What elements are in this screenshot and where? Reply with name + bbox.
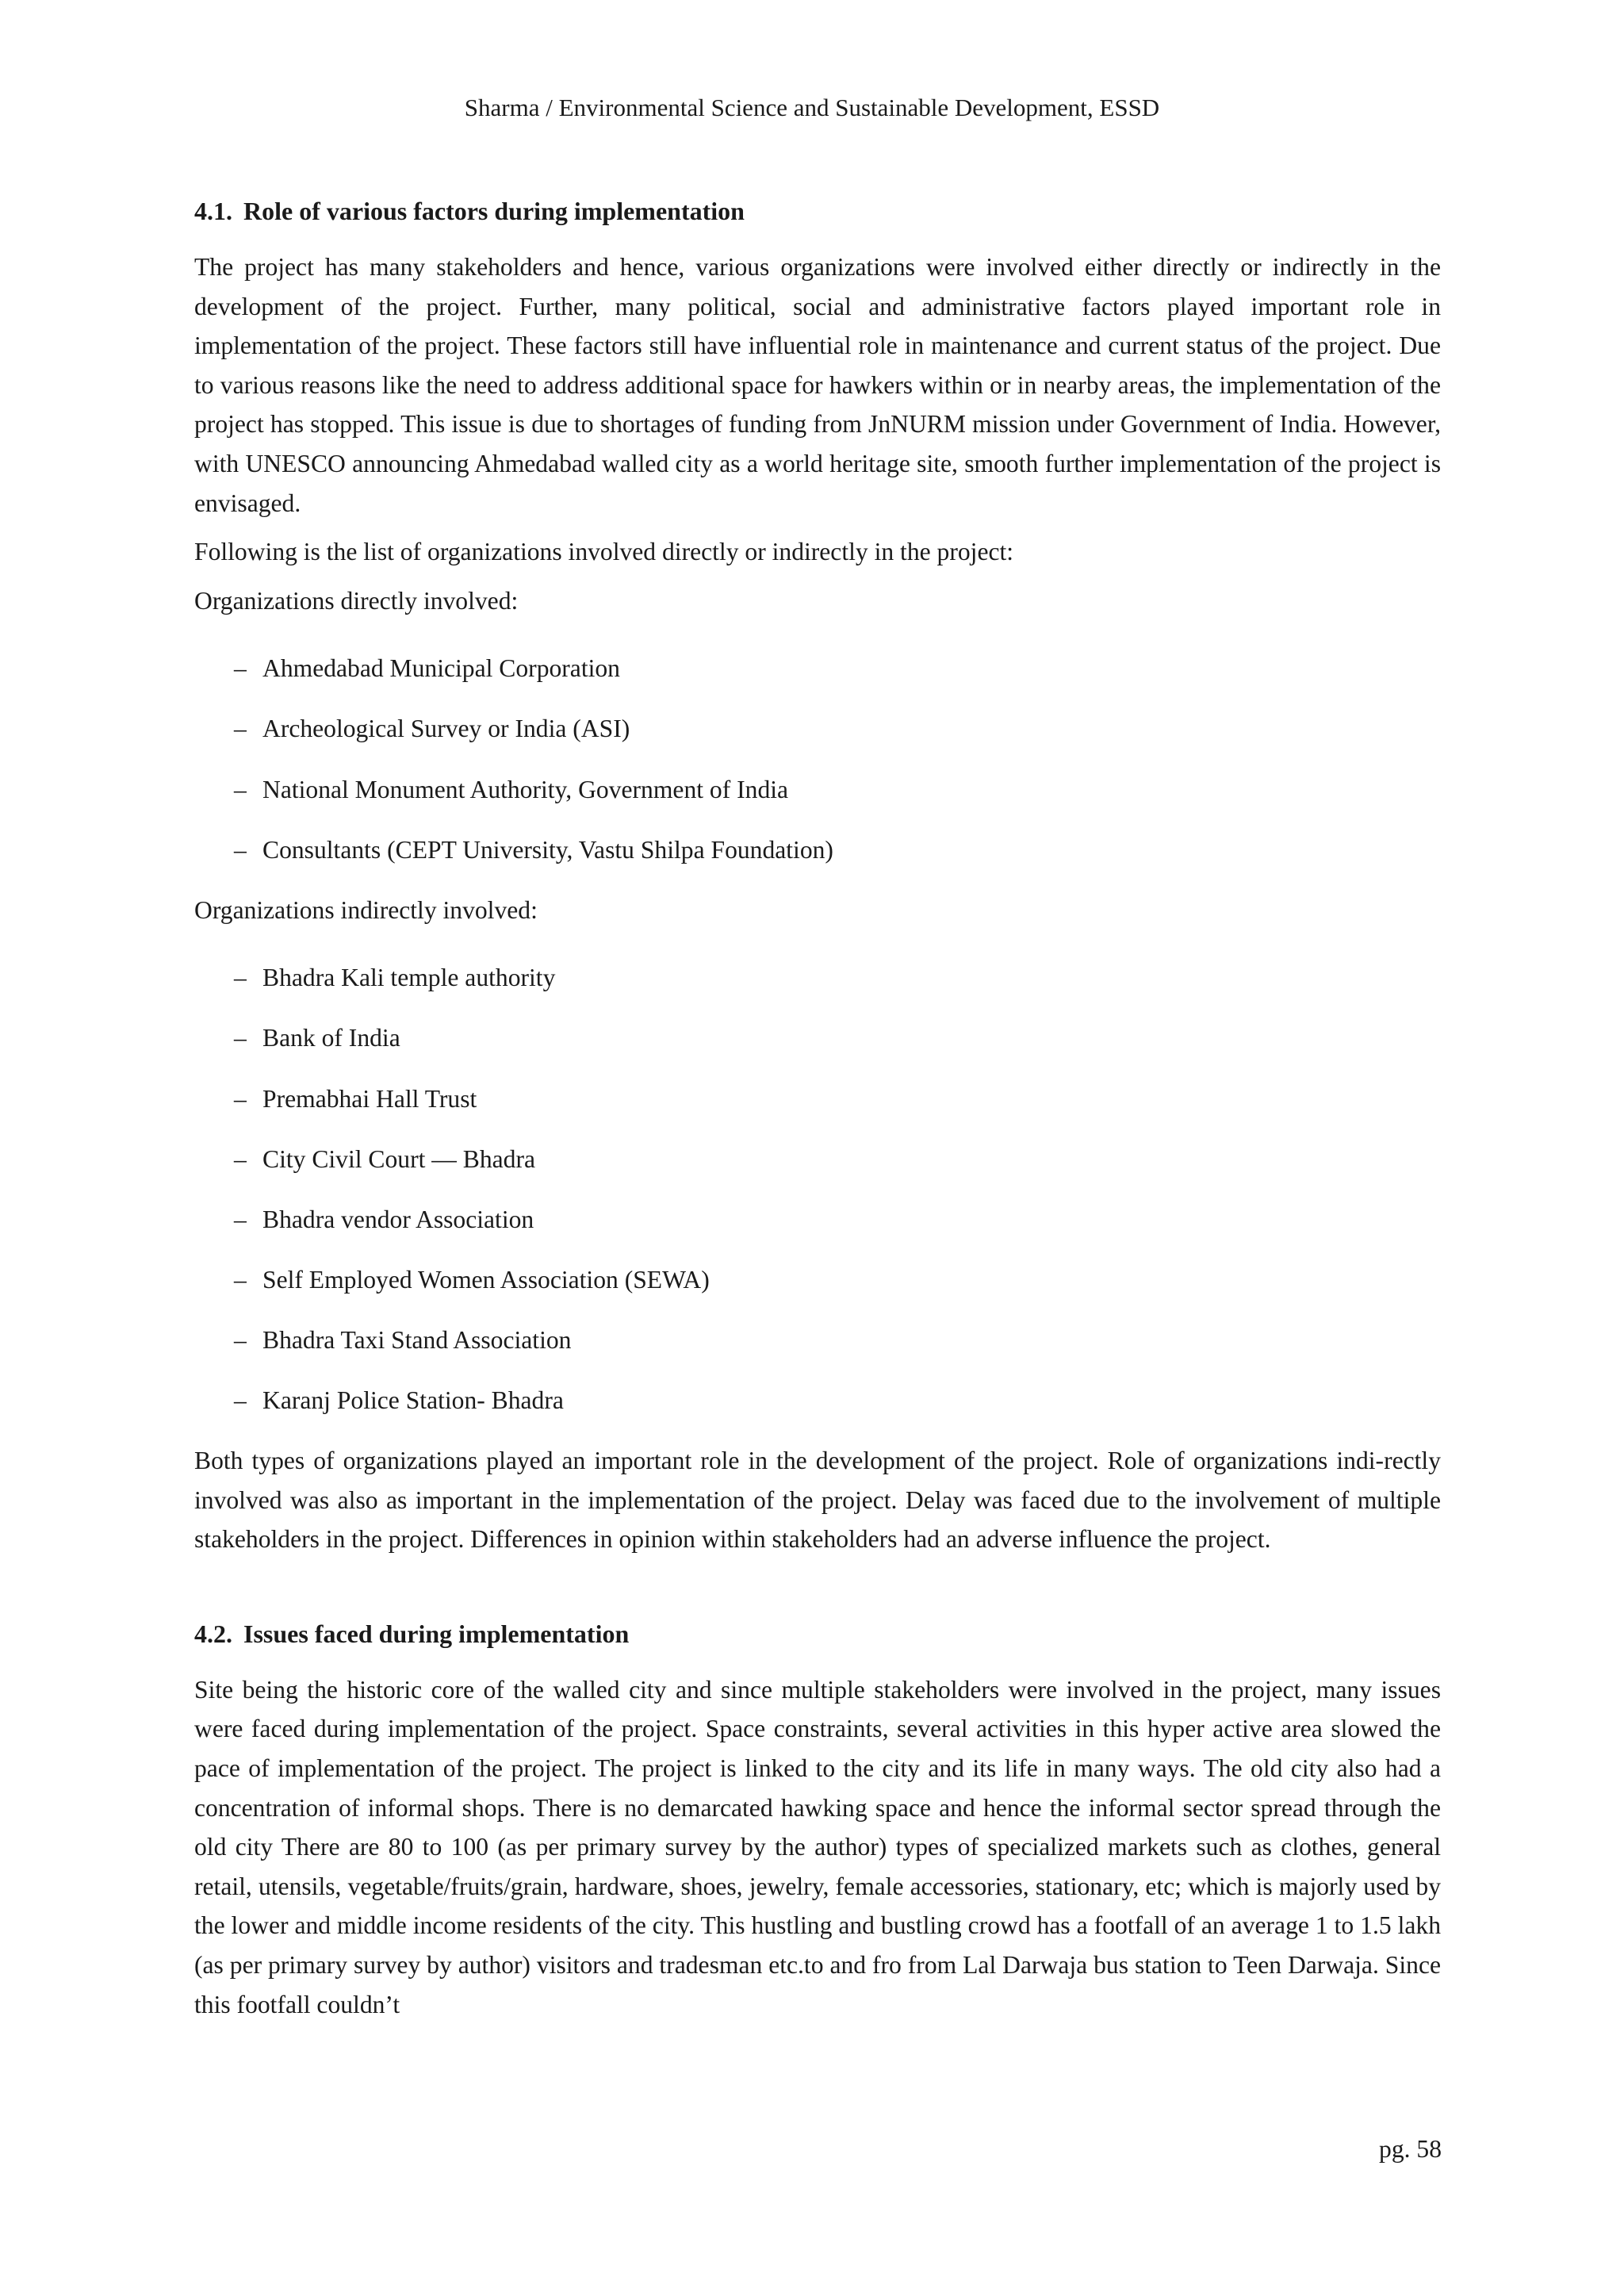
section-number: 4.1. (194, 197, 232, 225)
section-number: 4.2. (194, 1619, 232, 1648)
page-number: pg. 58 (1379, 2135, 1442, 2163)
dash-bullet: – (234, 1325, 247, 1354)
running-header: Sharma / Environmental Science and Sustainable Development, ESSD (464, 94, 1160, 121)
list-item: – Karanj Police Station- Bhadra (194, 1381, 1441, 1420)
list-item: – Bank of India (194, 1018, 1441, 1058)
dash-bullet: – (234, 1084, 247, 1113)
list-item: – Self Employed Women Association (SEWA) (194, 1260, 1441, 1300)
dash-bullet: – (234, 964, 247, 992)
dash-bullet: – (234, 1144, 247, 1173)
section-heading-4-2 (194, 1615, 1441, 1653)
page-content (194, 192, 1441, 2033)
dash-bullet: – (234, 775, 247, 803)
list-item: – Premabhai Hall Trust (194, 1079, 1441, 1119)
list-item: – Ahmedabad Municipal Corporation (194, 649, 1441, 688)
list-item: – Bhadra Taxi Stand Association (194, 1320, 1441, 1360)
dash-bullet: – (234, 1205, 247, 1233)
section-title: Role of various factors during implementation (243, 197, 745, 225)
list-intro: Following is the list of organizations involved directly or indirectly in the project: (194, 538, 1014, 566)
list-item: – Archeological Survey or India (ASI) (194, 709, 1441, 749)
list-item: – Consultants (CEPT University, Vastu Shilpa Foundation) (194, 830, 1441, 870)
list-item: – Bhadra Kali temple authority (194, 958, 1441, 998)
dash-bullet: – (234, 654, 247, 683)
indirect-organizations-list (194, 958, 1441, 1420)
section-title: Issues faced during implementation (243, 1619, 630, 1648)
section-heading-4-1 (194, 192, 1441, 230)
direct-label: Organizations directly involved: (194, 586, 519, 615)
list-item: – National Monument Authority, Government of India (194, 770, 1441, 810)
paragraph: Site being the historic core of the walled city and since multiple stakeholders were involved in the project, many issues were faced during implementation of the project. Space constraints, several activities in this hyper active area slowed the pace of implementation of the project. The project is linked to the city and its life in many ways. The old city also had a concentration of informal shops. There is no demarcated hawking space and hence the informal sector spread through the old city There are 80 to 100 (as per primary survey by the author) types of specialized markets such as clothes, general retail, utensils, vegetable/fruits/grain, hardware, shoes, jewelry, female accessories, stationary, etc; which is majorly used by the lower and middle income residents of the city. This hustling and bustling crowd has a footfall of an average 1 to 1.5 lakh (as per primary survey by author) visitors and tradesman etc.to and fro from Lal Darwaja bus station to Teen Darwaja. Since this footfall couldn’t (194, 1675, 1441, 2018)
direct-organizations-list (194, 649, 1441, 869)
indirect-label: Organizations indirectly involved: (194, 895, 538, 924)
dash-bullet: – (234, 1265, 247, 1294)
list-item: – City Civil Court — Bhadra (194, 1140, 1441, 1179)
paragraph: The project has many stakeholders and hence, various organizations were involved either directly or indirectly in the development of the project. Further, many political, social and administrative factors played important role in implementation of the project. These factors still have influential role in maintenance and current status of the project. Due to various reasons like the need to address additional space for hawkers within or in nearby areas, the implementation of the project has stopped. This issue is due to shortages of funding from JnNURM mission under Government of India. However, with UNESCO announcing Ahmedabad walled city as a world heritage site, smooth further implementation of the project is envisaged. (194, 253, 1441, 517)
list-item: – Bhadra vendor Association (194, 1200, 1441, 1240)
dash-bullet: – (234, 835, 247, 864)
dash-bullet: – (234, 1024, 247, 1052)
paragraph: Both types of organizations played an important role in the development of the project. Role of organizations indi-rectly involved was also as important in the implementation of the project. Delay was faced due to the involvement of multiple stakeholders in the project. Differences in opinion within stakeholders had an adverse influence the project. (194, 1447, 1441, 1554)
dash-bullet: – (234, 1386, 247, 1414)
dash-bullet: – (234, 715, 247, 743)
